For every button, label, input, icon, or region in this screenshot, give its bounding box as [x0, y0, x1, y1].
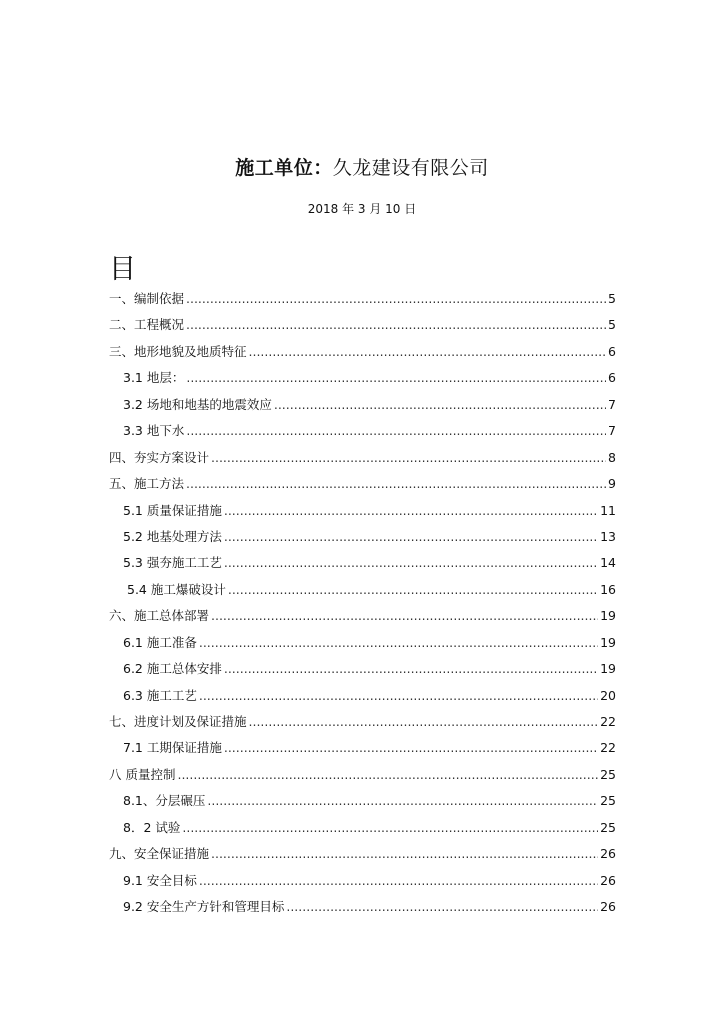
toc-entry-page: 19: [600, 608, 616, 624]
toc-dot-leader: [224, 656, 598, 682]
toc-entry-label: 9.2 安全生产方针和管理目标: [123, 899, 285, 915]
toc-entry-page: 11: [600, 502, 616, 518]
toc-entry-page: 20: [600, 687, 616, 703]
toc-entry-page: 26: [600, 846, 616, 862]
toc-entry-page: 7: [608, 423, 616, 439]
toc-dot-leader: [224, 550, 598, 576]
toc-entry-page: 26: [600, 899, 616, 915]
toc-entry[interactable]: [109, 550, 616, 576]
toc-entry[interactable]: [109, 603, 616, 629]
toc-heading: 目: [109, 254, 136, 285]
toc-entry[interactable]: [109, 418, 616, 444]
company-name: 久龙建设有限公司: [332, 157, 489, 179]
toc-entry-page: 26: [600, 872, 616, 888]
toc-dot-leader: [249, 339, 607, 365]
toc-dot-leader: [224, 735, 598, 761]
toc-entry-label: 九、安全保证措施: [109, 846, 210, 862]
toc-entry[interactable]: [109, 788, 616, 814]
title-prefix: 施工单位：: [235, 157, 333, 179]
toc-dot-leader: [199, 683, 598, 709]
toc-entry-page: 13: [600, 528, 616, 544]
toc-entry-page: 14: [600, 555, 616, 571]
toc-entry-label: 3.3 地下水: [123, 423, 185, 439]
toc-dot-leader: [286, 894, 598, 920]
toc-entry-label: 6.2 施工总体安排: [123, 661, 222, 677]
toc-entry[interactable]: [109, 365, 616, 391]
toc-dot-leader: [224, 498, 598, 524]
toc-entry[interactable]: [109, 762, 616, 788]
toc-entry[interactable]: [109, 630, 616, 656]
toc-entry[interactable]: [109, 445, 616, 471]
toc-entry-label: 一、编制依据: [109, 291, 185, 306]
toc-entry-label: 七、进度计划及保证措施: [109, 714, 247, 729]
toc-entry-page: 9: [608, 476, 616, 492]
toc-entry-label: 5.3 强夯施工工艺: [123, 555, 222, 571]
toc-dot-leader: [274, 392, 606, 418]
toc-entry[interactable]: [109, 312, 616, 338]
toc-entry-page: 25: [600, 793, 616, 809]
toc-entry-label: 5.4 施工爆破设计: [127, 581, 226, 597]
toc-dot-leader: [182, 815, 598, 841]
toc-entry[interactable]: [109, 683, 616, 709]
toc-entry-page: 19: [600, 634, 616, 650]
toc-entry[interactable]: [109, 286, 616, 312]
toc-entry-label: 3.2 场地和地基的地震效应: [123, 396, 272, 412]
toc-entry-page: 16: [600, 581, 616, 597]
toc-dot-leader: [211, 445, 606, 471]
toc-entry-label: 5.2 地基处理方法: [123, 528, 222, 544]
toc-dot-leader: [186, 418, 606, 444]
toc-entry-page: 6: [608, 370, 616, 386]
toc-entry-page: 5: [608, 291, 616, 306]
toc-dot-leader: [224, 524, 598, 550]
toc-entry[interactable]: [109, 735, 616, 761]
toc-dot-leader: [199, 868, 598, 894]
toc-entry-label: 八 质量控制: [109, 766, 176, 782]
toc-entry-label: 五、施工方法: [109, 476, 185, 492]
toc-dot-leader: [211, 841, 598, 867]
toc-entry-label: 8．2 试验: [123, 819, 181, 835]
toc-entry-label: 6.3 施工工艺: [123, 687, 197, 703]
toc-entry[interactable]: [109, 392, 616, 418]
toc-dot-leader: [199, 630, 598, 656]
table-of-contents: [109, 286, 616, 921]
toc-entry[interactable]: [109, 815, 616, 841]
toc-dot-leader: [186, 471, 606, 497]
toc-entry-label: 四、夯实方案设计: [109, 449, 210, 465]
toc-dot-leader: [186, 286, 606, 312]
toc-entry-page: 25: [600, 766, 616, 782]
toc-entry-label: 5.1 质量保证措施: [123, 502, 222, 518]
toc-entry[interactable]: [109, 498, 616, 524]
toc-entry-label: 7.1 工期保证措施: [123, 740, 222, 756]
toc-entry[interactable]: [109, 894, 616, 920]
toc-dot-leader: [249, 709, 599, 735]
toc-dot-leader: [186, 312, 606, 338]
toc-entry-label: 3.1 地层：: [123, 370, 185, 386]
toc-entry-label: 三、地形地貌及地质特征: [109, 343, 247, 359]
toc-entry[interactable]: [109, 709, 616, 735]
toc-entry-page: 19: [600, 661, 616, 677]
toc-entry[interactable]: [109, 339, 616, 365]
toc-entry[interactable]: [109, 524, 616, 550]
toc-entry-label: 6.1 施工准备: [123, 634, 197, 650]
toc-dot-leader: [211, 603, 598, 629]
toc-entry-page: 6: [608, 343, 616, 359]
toc-entry-page: 7: [608, 396, 616, 412]
page-title: [0, 153, 724, 180]
toc-entry-page: 22: [600, 714, 616, 729]
toc-entry-page: 25: [600, 819, 616, 835]
toc-entry[interactable]: [109, 841, 616, 867]
toc-entry[interactable]: [109, 868, 616, 894]
toc-entry-label: 六、施工总体部署: [109, 608, 210, 624]
toc-dot-leader: [228, 577, 598, 603]
toc-entry-label: 9.1 安全目标: [123, 872, 197, 888]
toc-entry[interactable]: [109, 577, 616, 603]
toc-entry-page: 5: [608, 317, 616, 333]
toc-dot-leader: [177, 762, 598, 788]
toc-entry[interactable]: [109, 656, 616, 682]
toc-entry-page: 8: [608, 449, 616, 465]
toc-dot-leader: [186, 365, 606, 391]
toc-entry-label: 二、工程概况: [109, 317, 185, 333]
toc-entry[interactable]: [109, 471, 616, 497]
toc-entry-page: 22: [600, 740, 616, 756]
toc-dot-leader: [207, 788, 598, 814]
document-date: 2018 年 3 月 10 日: [307, 202, 417, 216]
toc-entry-label: 8.1、分层碾压: [123, 793, 206, 809]
